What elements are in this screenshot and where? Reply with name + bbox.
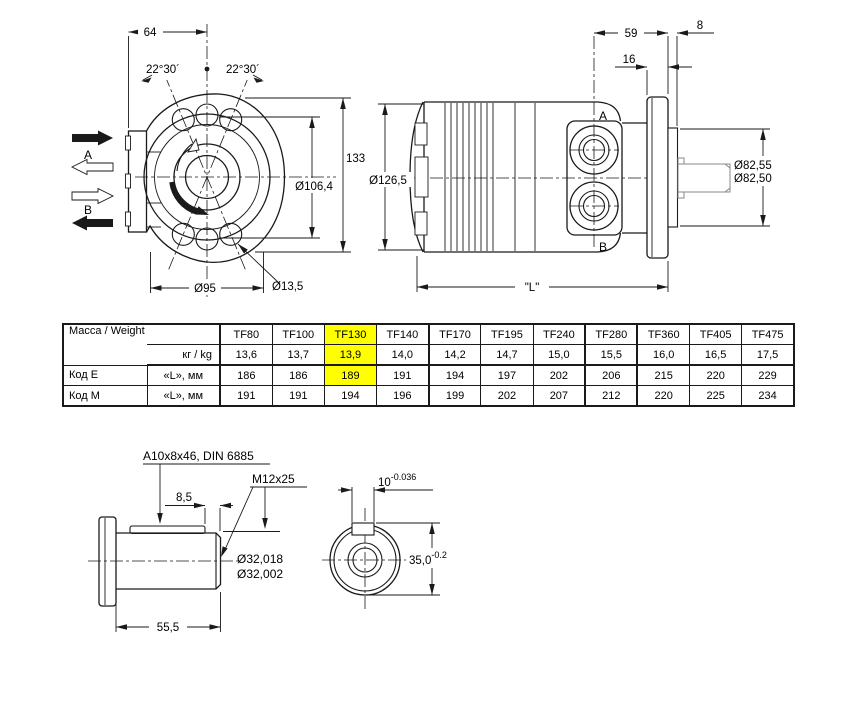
key-spec-callout (143, 449, 270, 524)
svg-text:Ø106,4: Ø106,4 (295, 181, 333, 193)
front-mounting-flange (126, 131, 162, 232)
front-housing-outline (144, 94, 285, 262)
svg-text:16: 16 (622, 54, 636, 66)
model-header: TF240 (533, 324, 585, 345)
length-e-value: 191 (377, 365, 429, 386)
svg-text:133: 133 (346, 153, 366, 165)
dim-35-tolerance: -0.2 (431, 550, 447, 560)
model-header-highlighted: TF130 (324, 324, 376, 345)
svg-text:Ø126,5: Ø126,5 (369, 175, 407, 187)
side-view-drawing (340, 5, 800, 305)
weight-value: 14,2 (429, 345, 481, 366)
svg-text:A10x8x46, DIN 6885: A10x8x46, DIN 6885 (143, 449, 254, 463)
dimension-55-5 (116, 592, 221, 634)
port-b-in-arrow (72, 189, 113, 204)
svg-text:Ø82,55: Ø82,55 (734, 160, 772, 172)
length-m-value: 194 (324, 386, 376, 407)
table-row-weights (63, 345, 794, 366)
weight-value: 16,5 (690, 345, 742, 366)
length-unit-label: «L», мм (147, 386, 220, 407)
dimension-16 (615, 54, 692, 95)
weight-value: 14,0 (377, 345, 429, 366)
length-e-value: 202 (533, 365, 585, 386)
svg-text:Ø95: Ø95 (194, 283, 216, 295)
weight-value: 14,7 (481, 345, 533, 366)
output-shaft-phantom (678, 158, 730, 198)
dimension-10 (338, 472, 433, 522)
weight-row-label: Масса / Weight (63, 324, 147, 365)
svg-text:55,5: 55,5 (156, 622, 180, 634)
length-unit-label: «L», мм (147, 365, 220, 386)
weight-value: 17,5 (742, 345, 794, 366)
length-e-value: 229 (742, 365, 794, 386)
dimension-35 (365, 523, 462, 595)
dimension-8 (677, 20, 714, 126)
svg-text:22°30´: 22°30´ (225, 64, 261, 76)
port-b-label: B (84, 203, 93, 217)
port-a-label: A (84, 148, 93, 162)
shaft-end-drawing (315, 448, 475, 618)
length-e-value-highlighted: 189 (324, 365, 376, 386)
thread-callout (221, 472, 307, 557)
length-e-value: 206 (585, 365, 637, 386)
length-m-value: 207 (533, 386, 585, 407)
table-row-models (63, 324, 794, 345)
code-e-label: Код E (63, 365, 147, 386)
model-header: TF140 (377, 324, 429, 345)
length-e-value: 215 (637, 365, 689, 386)
length-e-value: 186 (220, 365, 272, 386)
port-b-out-arrow (72, 216, 113, 231)
model-header: TF170 (429, 324, 481, 345)
side-port-a-label: A (599, 109, 608, 123)
weight-value: 13,7 (272, 345, 324, 366)
model-header: TF100 (272, 324, 324, 345)
length-m-value: 225 (690, 386, 742, 407)
svg-text:8,5: 8,5 (176, 492, 192, 504)
model-header: TF475 (742, 324, 794, 345)
port-a-out-arrow (72, 160, 113, 175)
spacer-cell (147, 324, 220, 345)
table-row-code-m (63, 386, 794, 407)
length-e-value: 186 (272, 365, 324, 386)
weight-unit-label: кг / kg (147, 345, 220, 366)
svg-text:64: 64 (143, 27, 157, 39)
length-m-value: 196 (377, 386, 429, 407)
svg-text:22°30´: 22°30´ (145, 64, 181, 76)
weight-value-highlighted: 13,9 (324, 345, 376, 366)
length-e-value: 220 (690, 365, 742, 386)
dimension-L (417, 256, 668, 294)
dimension-13-5 (238, 244, 303, 293)
weight-value: 15,0 (533, 345, 585, 366)
shaft-end-key (352, 523, 374, 535)
length-m-value: 199 (429, 386, 481, 407)
dimensions-table (62, 323, 795, 407)
dimension-8-5 (165, 492, 233, 531)
length-m-value: 220 (637, 386, 689, 407)
weight-value: 15,5 (585, 345, 637, 366)
model-header: TF405 (690, 324, 742, 345)
svg-text:Ø32,002: Ø32,002 (237, 567, 284, 581)
length-m-value: 212 (585, 386, 637, 407)
shaft-outline (99, 517, 221, 606)
weight-value: 13,6 (220, 345, 272, 366)
dim-10-tolerance: -0.036 (390, 472, 417, 482)
svg-text:Ø32,018: Ø32,018 (237, 552, 284, 566)
dimension-angle (141, 64, 264, 83)
length-m-value: 202 (481, 386, 533, 407)
dim-10-value: 10 (378, 477, 391, 489)
svg-text:59: 59 (624, 28, 638, 40)
model-header: TF280 (585, 324, 637, 345)
svg-text:10-0.036 (378, 472, 416, 489)
model-header: TF360 (637, 324, 689, 345)
weight-value: 16,0 (637, 345, 689, 366)
length-e-value: 194 (429, 365, 481, 386)
port-a-in-arrow (72, 131, 113, 146)
length-e-value: 197 (481, 365, 533, 386)
svg-text:Ø13,5: Ø13,5 (272, 281, 304, 293)
dimension-32 (237, 552, 283, 581)
svg-text:M12x25: M12x25 (252, 472, 295, 486)
dim-35-value: 35,0 (409, 555, 432, 567)
svg-text:8: 8 (696, 20, 704, 32)
dimension-64 (129, 24, 208, 128)
code-m-label: Код M (63, 386, 147, 407)
shaft-side-drawing (85, 443, 315, 643)
flow-arrows (72, 131, 113, 231)
model-header: TF80 (220, 324, 272, 345)
rotation-ccw-arrow (177, 144, 192, 171)
table-row-code-e (63, 365, 794, 386)
side-port-b-label: B (599, 240, 608, 254)
length-m-value: 191 (272, 386, 324, 407)
side-centerlines (408, 36, 752, 247)
front-view-drawing (45, 5, 365, 310)
length-m-value: 191 (220, 386, 272, 407)
svg-text:Ø82,50: Ø82,50 (734, 173, 772, 185)
body-ribs (445, 103, 535, 251)
neck-and-flange (622, 97, 678, 258)
model-header: TF195 (481, 324, 533, 345)
length-m-value: 234 (742, 386, 794, 407)
svg-text:"L": "L" (524, 282, 540, 294)
port-boss (567, 109, 622, 254)
